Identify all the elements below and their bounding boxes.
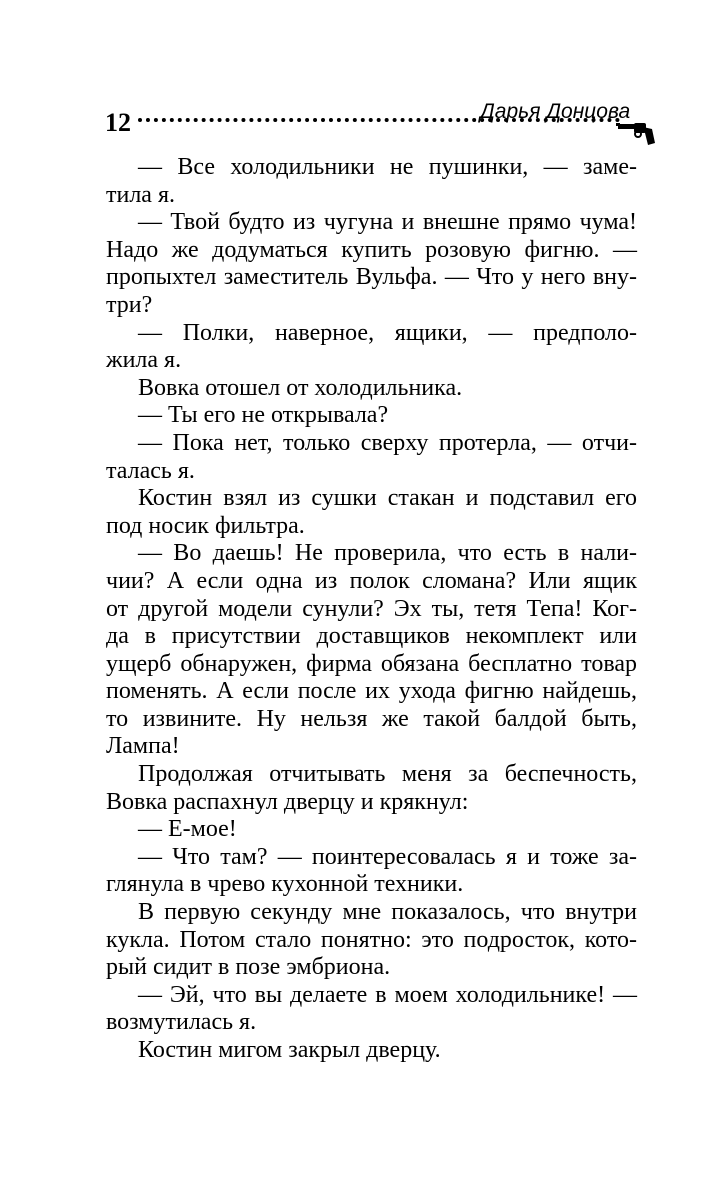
text-line: от другой модели сунули? Эх ты, тетя Тепа! Ког-: [106, 595, 637, 622]
text-line: поменять. А если после их ухода фигню найдешь,: [106, 678, 637, 705]
running-head-author: Дарья Донцова: [480, 100, 631, 123]
text-line: тила я.: [106, 181, 175, 208]
text-line: Вовка отошел от холодильника.: [138, 374, 463, 401]
text-line: — Во даешь! Не проверила, что есть в нали-: [138, 540, 637, 567]
text-line: — Полки, наверное, ящики, — предполо-: [138, 319, 637, 346]
text-line: ущерб обнаружен, фирма обязана бесплатно товар: [106, 650, 637, 677]
text-line: жила я.: [106, 347, 182, 374]
text-line: талась я.: [106, 457, 195, 484]
text-line: В первую секунду мне показалось, что внутри: [138, 899, 637, 926]
text-line: Продолжая отчитывать меня за беспечность,: [138, 761, 637, 788]
text-line: чии? А если одна из полок сломана? Или ящик: [106, 567, 637, 594]
text-line: — Е-мое!: [138, 816, 237, 843]
text-line: пропыхтел заместитель Вульфа. — Что у него вну-: [106, 264, 637, 291]
dotted-leader: [138, 118, 620, 122]
revolver-icon: [616, 121, 656, 147]
text-line: рый сидит в позе эмбриона.: [106, 954, 391, 981]
page-number: 12: [105, 108, 131, 137]
text-line: под носик фильтра.: [106, 512, 305, 539]
page-header: [0, 0, 715, 160]
text-line: кукла. Потом стало понятно: это подросток, кото-: [106, 926, 637, 953]
text-line: глянула в чрево кухонной техники.: [106, 871, 464, 898]
text-line: Вовка распахнул дверцу и крякнул:: [106, 788, 469, 815]
text-line: то извините. Ну нельзя же такой балдой быть,: [106, 705, 637, 732]
text-line: — Твой будто из чугуна и внешне прямо чума!: [138, 209, 637, 236]
text-line: Лампа!: [106, 733, 180, 760]
text-line: да в присутствии доставщиков некомплект или: [106, 623, 637, 650]
text-line: — Эй, что вы делаете в моем холодильнике! —: [138, 981, 637, 1008]
text-line: Костин взял из сушки стакан и подставил его: [138, 485, 637, 512]
text-line: — Что там? — поинтересовалась я и тоже за-: [138, 843, 637, 870]
text-line: возмутилась я.: [106, 1009, 257, 1036]
text-line: — Ты его не открывала?: [138, 402, 389, 429]
text-line: — Пока нет, только сверху протерла, — отчи-: [138, 429, 637, 456]
text-line: три?: [106, 291, 153, 318]
text-line: — Все холодильники не пушинки, — заме-: [138, 154, 637, 180]
book-page-text: [106, 154, 637, 1065]
text-line: Надо же додуматься купить розовую фигню. —: [106, 236, 637, 263]
text-line: Костин мигом закрыл дверцу.: [138, 1037, 441, 1063]
